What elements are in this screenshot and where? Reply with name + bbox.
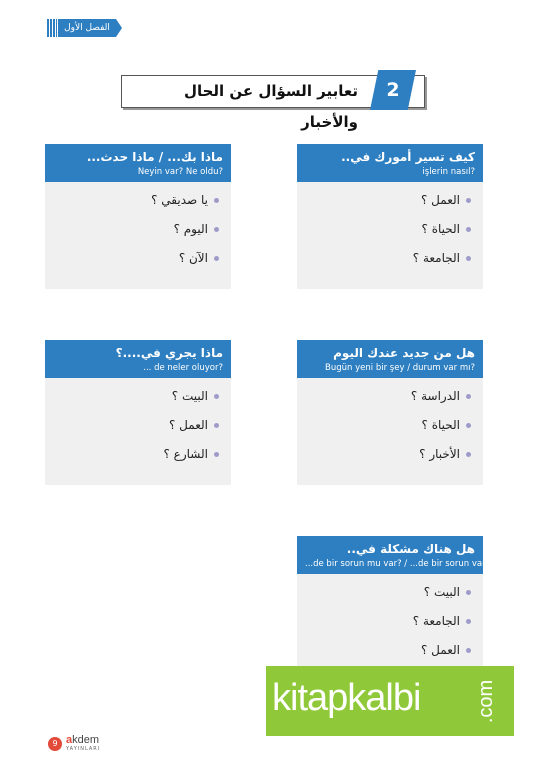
bullet-icon <box>466 256 471 261</box>
list-item-text: الجامعة ؟ <box>412 614 460 628</box>
section-title: تعابير السؤال عن الحال والأخبار <box>183 82 358 131</box>
list-item <box>297 386 471 415</box>
list-item <box>297 190 471 219</box>
card-header <box>45 144 231 182</box>
list-item-text: الحياة ؟ <box>421 418 460 432</box>
publisher-name <box>66 734 100 746</box>
list-item <box>45 415 219 444</box>
publisher-logo <box>66 734 100 753</box>
card-header <box>297 536 504 574</box>
phrase-card-2 <box>45 144 231 289</box>
watermark-text: kitapkalbi <box>272 677 421 719</box>
card-heading-turkish: Neyin var? Ne oldu? <box>137 167 223 177</box>
card-header <box>45 340 231 378</box>
bullet-icon <box>466 452 471 457</box>
card-heading-turkish: ... de neler oluyor? <box>143 363 223 373</box>
card-header <box>297 340 483 378</box>
bullet-icon <box>466 198 471 203</box>
list-item-text: اليوم ؟ <box>173 222 208 236</box>
list-item-text: الجامعة ؟ <box>412 251 460 265</box>
card-heading-arabic: هل من جديد عندك اليوم <box>333 346 475 360</box>
card-item-list <box>45 182 231 277</box>
section-number: 2 <box>386 79 400 101</box>
list-item-text: الأخبار ؟ <box>419 447 460 461</box>
list-item <box>45 444 219 473</box>
card-heading-turkish: işlerin nasıl? <box>422 167 475 177</box>
bullet-icon <box>214 256 219 261</box>
list-item <box>45 386 219 415</box>
bullet-icon <box>466 394 471 399</box>
bullet-icon <box>466 227 471 232</box>
list-item-text: العمل ؟ <box>421 193 460 207</box>
list-item-text: الدراسة ؟ <box>410 389 460 403</box>
list-item <box>297 444 471 473</box>
bullet-icon <box>466 590 471 595</box>
chapter-tag-arrow <box>116 19 122 37</box>
card-item-list <box>297 378 483 473</box>
bullet-icon <box>214 423 219 428</box>
list-item <box>45 219 219 248</box>
watermark <box>266 666 514 736</box>
page-number-badge: 9 <box>48 737 62 751</box>
list-item-text: العمل ؟ <box>169 418 208 432</box>
bullet-icon <box>214 227 219 232</box>
phrase-card-3 <box>297 340 483 485</box>
list-item <box>45 190 219 219</box>
list-item-text: الشارع ؟ <box>163 447 208 461</box>
phrase-card-1 <box>297 144 483 289</box>
bullet-icon <box>214 394 219 399</box>
card-item-list <box>297 182 483 277</box>
publisher-name-rest: kdem <box>72 734 100 746</box>
list-item <box>297 582 471 611</box>
list-item-text: يا صديقي ؟ <box>151 193 208 207</box>
card-item-list <box>45 378 231 473</box>
list-item-text: البيت ؟ <box>171 389 208 403</box>
list-item <box>297 640 471 669</box>
list-item-text: العمل ؟ <box>421 643 460 657</box>
list-item <box>45 248 219 277</box>
card-heading-arabic: هل هناك مشكلة في.. <box>346 542 475 556</box>
chapter-tag-stripes <box>47 19 57 37</box>
bullet-icon <box>214 452 219 457</box>
list-item-text: الحياة ؟ <box>421 222 460 236</box>
card-header <box>297 144 483 182</box>
list-item <box>297 219 471 248</box>
card-item-list <box>297 574 483 669</box>
section-title-box <box>121 75 425 131</box>
list-item <box>297 415 471 444</box>
chapter-tag-label: الفصل الأول <box>58 19 116 37</box>
section-number-badge <box>370 70 416 110</box>
list-item <box>297 611 471 640</box>
publisher-initial: a <box>66 734 73 746</box>
card-heading-turkish: Bugün yeni bir şey / durum var mı? <box>325 363 475 373</box>
phrase-card-5 <box>297 536 504 679</box>
list-item <box>297 248 471 277</box>
card-heading-arabic: ماذا بك... / ماذا حدث... <box>86 150 223 164</box>
bullet-icon <box>214 198 219 203</box>
watermark-suffix: .com <box>474 679 497 724</box>
card-heading-arabic: كيف تسير أمورك في.. <box>341 150 475 164</box>
card-heading-arabic: ماذا يجري في....؟ <box>115 346 223 360</box>
card-heading-turkish: ...de bir sorun mu var? / ...de bir sorun var mı? <box>305 559 504 569</box>
bullet-icon <box>466 619 471 624</box>
list-item-text: البيت ؟ <box>423 585 460 599</box>
list-item-text: الآن ؟ <box>178 251 208 265</box>
bullet-icon <box>466 648 471 653</box>
phrase-card-4 <box>45 340 231 485</box>
publisher-subtitle: YAYINLARI <box>66 746 101 752</box>
chapter-tag <box>47 19 121 37</box>
bullet-icon <box>466 423 471 428</box>
